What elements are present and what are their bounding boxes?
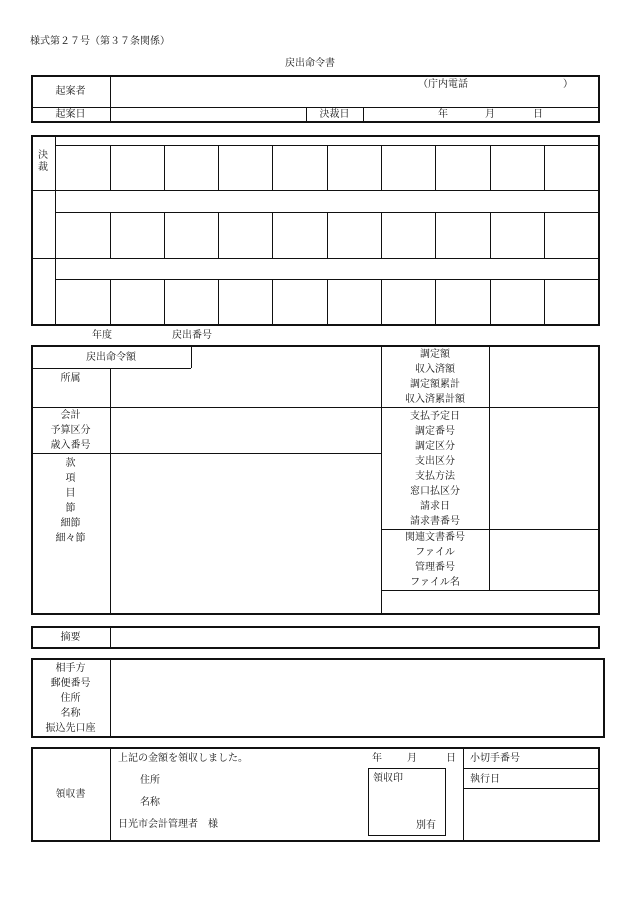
expenditure-category-label: 支出区分 bbox=[415, 456, 455, 467]
related-doc-number-label: 関連文書番号 bbox=[405, 532, 465, 543]
receipt-label: 領収書 bbox=[55, 789, 86, 800]
approval-label-line1: 決 bbox=[38, 150, 48, 161]
invoice-date-label: 請求日 bbox=[420, 501, 450, 512]
assessment-number-label: 調定番号 bbox=[415, 426, 455, 437]
account-labels bbox=[31, 456, 110, 546]
draft-date-label: 起案日 bbox=[55, 109, 86, 120]
department-field[interactable] bbox=[112, 370, 379, 406]
account-moku-label: 目 bbox=[65, 488, 76, 499]
approval-year-label: 年 bbox=[438, 109, 448, 120]
budget-category-label: 予算区分 bbox=[50, 425, 91, 436]
receipt-day-label: 日 bbox=[446, 753, 456, 764]
account-saisetsu-label: 細節 bbox=[60, 518, 81, 529]
management-number-label: 管理番号 bbox=[415, 562, 455, 573]
receipt-name-label: 名称 bbox=[140, 797, 160, 808]
right-group-payment bbox=[381, 409, 489, 529]
revenue-number-label: 歳入番号 bbox=[50, 440, 91, 451]
account-setsu-label: 節 bbox=[65, 503, 76, 514]
approval-day-label: 日 bbox=[533, 109, 543, 120]
file-label: ファイル bbox=[415, 547, 455, 558]
payee-label: 相手方 bbox=[55, 663, 86, 674]
account-kou-label: 項 bbox=[65, 473, 76, 484]
account-kan-label: 款 bbox=[65, 458, 76, 469]
approval-label-line2: 裁 bbox=[38, 162, 48, 173]
refund-amount-field[interactable] bbox=[193, 347, 379, 367]
payee-address-label: 住所 bbox=[60, 693, 81, 704]
refund-amount-label: 戻出命令額 bbox=[86, 352, 136, 363]
account-saisaisetsu-label: 細々節 bbox=[55, 533, 86, 544]
postal-code-label: 郵便番号 bbox=[50, 678, 91, 689]
accounting-label: 会計 bbox=[60, 410, 81, 421]
check-number-label: 小切手番号 bbox=[470, 753, 520, 764]
received-total-label: 収入済累計額 bbox=[405, 394, 465, 405]
refund-number-label: 戻出番号 bbox=[172, 330, 212, 341]
phone-close: ） bbox=[563, 79, 573, 90]
payee-name-label: 名称 bbox=[60, 708, 81, 719]
draft-date-field[interactable] bbox=[112, 109, 304, 122]
phone-label: （庁内電話 bbox=[418, 79, 468, 90]
payee-field[interactable] bbox=[112, 660, 602, 736]
receipt-seal-note: 別有 bbox=[416, 820, 436, 831]
drafter-label: 起案者 bbox=[55, 86, 86, 97]
execution-date-label: 執行日 bbox=[470, 774, 500, 785]
department-label: 所属 bbox=[60, 373, 81, 384]
receipt-statement: 上記の金額を領収しました。 bbox=[118, 753, 248, 764]
payment-date-label: 支払予定日 bbox=[410, 411, 460, 422]
drafter-field[interactable] bbox=[112, 77, 412, 105]
assessed-amount-label: 調定額 bbox=[420, 349, 450, 360]
summary-label: 摘要 bbox=[60, 632, 81, 643]
receipt-seal-label: 領収印 bbox=[373, 773, 403, 784]
form-number: 様式第２７号（第３７条関係） bbox=[30, 36, 170, 47]
receipt-month-label: 月 bbox=[407, 753, 417, 764]
bank-account-label: 振込先口座 bbox=[45, 723, 96, 734]
receipt-year-label: 年 bbox=[372, 753, 382, 764]
assessed-total-label: 調定額累計 bbox=[410, 379, 460, 390]
approval-month-label: 月 bbox=[485, 109, 495, 120]
receipt-address-label: 住所 bbox=[140, 775, 160, 786]
assessment-category-label: 調定区分 bbox=[415, 441, 455, 452]
right-group-amounts bbox=[381, 347, 489, 407]
receipt-addressee: 日光市会計管理者 様 bbox=[118, 819, 218, 830]
payee-labels bbox=[31, 661, 110, 736]
approval-date-label: 決裁日 bbox=[319, 109, 350, 120]
budget-labels bbox=[31, 408, 110, 453]
fiscal-year-label: 年度 bbox=[92, 330, 112, 341]
form-title: 戻出命令書 bbox=[285, 58, 335, 69]
received-amount-label: 収入済額 bbox=[415, 364, 455, 375]
window-payment-label: 窓口払区分 bbox=[410, 486, 460, 497]
invoice-number-label: 請求書番号 bbox=[410, 516, 460, 527]
payment-method-label: 支払方法 bbox=[415, 471, 455, 482]
file-name-label: ファイル名 bbox=[410, 577, 460, 588]
right-group-documents bbox=[381, 530, 489, 590]
summary-field[interactable] bbox=[112, 628, 598, 647]
